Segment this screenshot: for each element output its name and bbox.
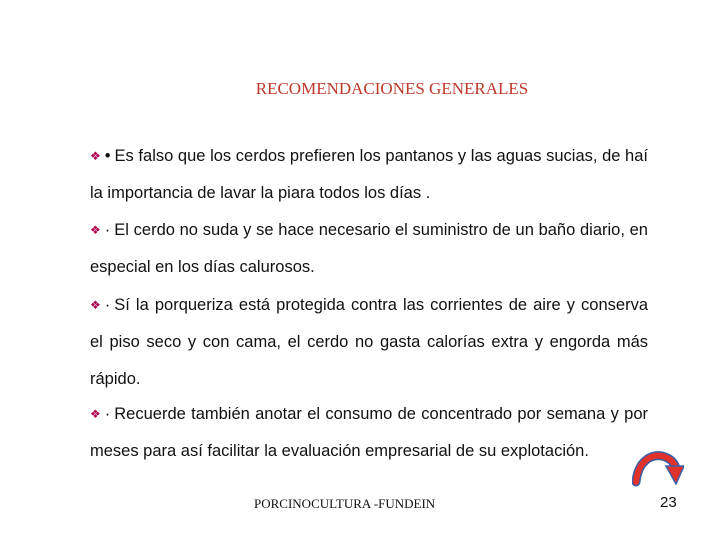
diamond-bullet-icon: ❖ bbox=[90, 149, 101, 163]
bullet-dot: · bbox=[104, 296, 111, 314]
bullet-text: Es falso que los cerdos prefieren los pantanos y las aguas sucias, de haí la importancia de lavar la piara todos los días . bbox=[90, 147, 648, 202]
footer-text: PORCINOCULTURA -FUNDEIN bbox=[254, 496, 436, 511]
curved-arrow-icon[interactable] bbox=[632, 448, 684, 488]
bullet-item-2 bbox=[90, 212, 648, 286]
diamond-bullet-icon: ❖ bbox=[90, 298, 101, 312]
bullet-dot: • bbox=[104, 147, 111, 165]
bullet-dot: · bbox=[104, 221, 111, 239]
diamond-bullet-icon: ❖ bbox=[90, 407, 101, 421]
bullet-dot: · bbox=[104, 405, 111, 423]
bullet-text: Recuerde también anotar el consumo de concentrado por semana y por meses para así facilitar la evaluación empresarial de su explotación. bbox=[90, 405, 648, 460]
bullet-item-3 bbox=[90, 287, 648, 398]
bullet-text: El cerdo no suda y se hace necesario el suministro de un baño diario, en especial en los días calurosos. bbox=[90, 221, 648, 276]
bullet-text: Sí la porqueriza está protegida contra las corrientes de aire y conserva el piso seco y con cama, el cerdo no gasta calorías extra y engorda más rápido. bbox=[90, 296, 648, 388]
bullet-item-4 bbox=[90, 396, 648, 470]
slide-title: RECOMENDACIONES GENERALES bbox=[255, 79, 529, 98]
diamond-bullet-icon: ❖ bbox=[90, 223, 101, 237]
bullet-item-1 bbox=[90, 138, 648, 212]
page-number: 23 bbox=[660, 494, 677, 511]
